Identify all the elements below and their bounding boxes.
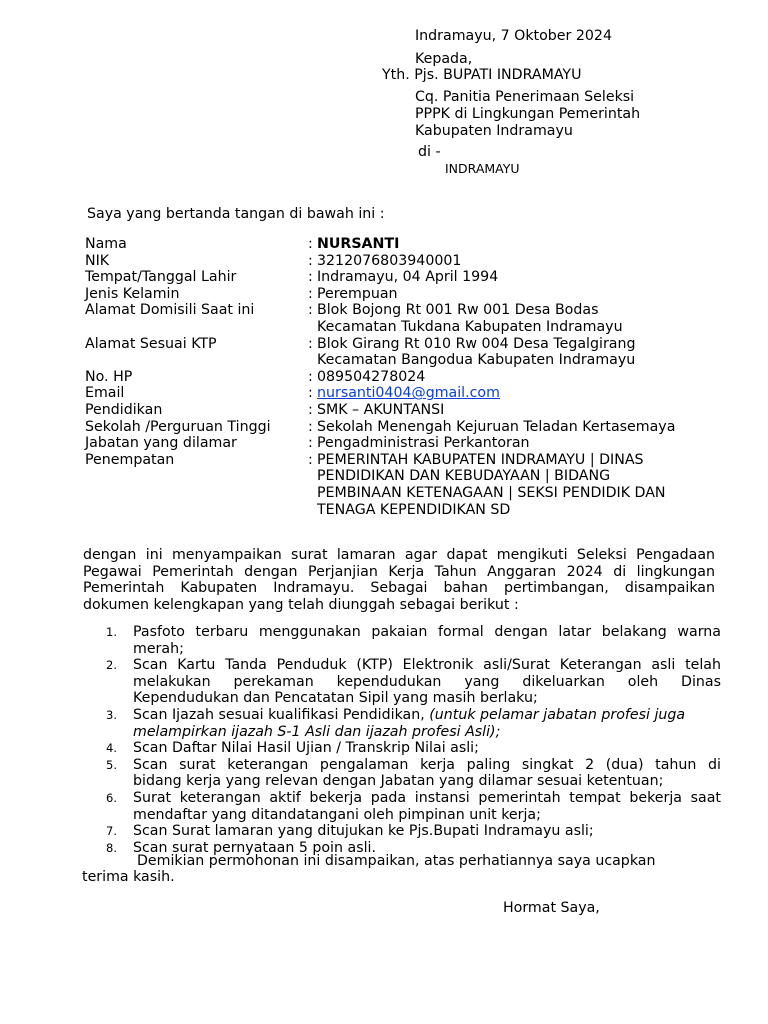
- identity-row-placement: Penempatan : PEMERINTAH KABUPATEN INDRAMAYU | DINAS PENDIDIKAN DAN KEBUDAYAAN | BIDANG PEMBINAAN KETENAGAAN | SEKSI PENDIDIK DAN TENAGA KEPENDIDIKAN SD: [85, 452, 705, 518]
- documents-list: [106, 624, 721, 856]
- identity-value-phone: 089504278024: [317, 368, 426, 385]
- list-item: 3. Scan Ijazah sesuai kualifikasi Pendidikan, (untuk pelamar jabatan profesi juga melampirkan ijazah S-1 Asli dan ijazah profesi Asli);: [106, 706, 686, 740]
- identity-label: NIK: [85, 252, 110, 269]
- list-number: 6.: [106, 790, 117, 805]
- identity-label: Pendidikan: [85, 401, 163, 418]
- list-item: 4. Scan Daftar Nilai Hasil Ujian / Transkrip Nilai asli;: [106, 740, 479, 757]
- recipient-di: di -: [418, 144, 441, 160]
- closing-line-1: Demikian permohonan ini disampaikan, atas perhatiannya saya ucapkan: [137, 853, 656, 869]
- recipient-greeting: Kepada,: [415, 51, 473, 67]
- recipient-city: INDRAMAYU: [445, 161, 520, 176]
- identity-label: Alamat Sesuai KTP: [85, 335, 217, 352]
- identity-value-domicile-line-2: Kecamatan Tukdana Kabupaten Indramayu: [317, 318, 623, 335]
- identity-label: Nama: [85, 236, 127, 252]
- signoff: Hormat Saya,: [503, 900, 600, 916]
- list-item: 8. Scan surat pernyataan 5 poin asli.: [106, 839, 376, 856]
- identity-row-position: Jabatan yang dilamar : Pengadministrasi Perkantoran: [85, 435, 705, 452]
- closing-line-2: terima kasih.: [82, 869, 175, 885]
- identity-row-email: Email : nursanti0404@gmail.com: [85, 385, 500, 402]
- body-line: dengan ini menyampaikan surat lamaran agar dapat mengikuti Seleksi Pengadaan: [83, 547, 715, 563]
- identity-label: Email: [85, 385, 125, 402]
- identity-value-placement-line-1: PEMERINTAH KABUPATEN INDRAMAYU | DINAS: [317, 451, 644, 468]
- identity-label: Alamat Domisili Saat ini: [85, 302, 255, 319]
- identity-value-birth: Indramayu, 04 April 1994: [317, 269, 499, 286]
- identity-value-placement-line-4: TENAGA KEPENDIDIKAN SD: [317, 501, 511, 518]
- identity-value-name: NURSANTI: [317, 236, 400, 252]
- recipient-cq-line-2: PPPK di Lingkungan Pemerintah: [415, 106, 641, 122]
- recipient-cq-line-3: Kabupaten Indramayu: [415, 123, 573, 139]
- identity-value-gender: Perempuan: [317, 285, 398, 302]
- identity-label: Jabatan yang dilamar: [85, 435, 237, 452]
- list-number: 8.: [106, 840, 117, 855]
- list-item: 5. Scan surat keterangan pengalaman kerja paling singkat 2 (dua) tahun di bidang kerja yang relevan dengan Jabatan yang dilamar sesuai ketentuan;: [106, 756, 721, 790]
- identity-value-domicile-line-1: Blok Bojong Rt 001 Rw 001 Desa Bodas: [317, 302, 599, 319]
- identity-value-placement-line-3: PEMBINAAN KETENAGAAN | SEKSI PENDIDIK DAN: [317, 484, 666, 501]
- list-item: 2. Scan Kartu Tanda Penduduk (KTP) Elektronik asli/Surat Keterangan asli telah melakukan perekaman kependudukan yang dikeluarkan oleh Dinas Kependudukan dan Pencatatan Sipil yang masih berlaku;: [106, 657, 721, 707]
- recipient-yth: Yth. Pjs. BUPATI INDRAMAYU: [382, 67, 582, 83]
- intro-sentence: Saya yang bertanda tangan di bawah ini :: [87, 206, 385, 222]
- list-number: 2.: [106, 658, 117, 673]
- list-item: 7. Scan Surat lamaran yang ditujukan ke Pjs.Bupati Indramayu asli;: [106, 823, 594, 840]
- identity-label: Sekolah /Perguruan Tinggi: [85, 418, 271, 435]
- list-number: 5.: [106, 757, 117, 772]
- list-item: 6. Surat keterangan aktif bekerja pada instansi pemerintah tempat bekerja saat mendaftar yang ditandatangani oleh pimpinan unit kerja;: [106, 789, 721, 823]
- list-number: 7.: [106, 824, 117, 839]
- identity-row-name: Nama : NURSANTI: [85, 236, 705, 253]
- identity-row-education: Pendidikan : SMK – AKUNTANSI: [85, 402, 705, 419]
- identity-row-ktp-address: Alamat Sesuai KTP : Blok Girang Rt 010 Rw 004 Desa Tegalgirang Kecamatan Bangodua Kabupaten Indramayu: [85, 336, 705, 369]
- identity-label: Tempat/Tanggal Lahir: [85, 269, 237, 286]
- identity-value-school: Sekolah Menengah Kejuruan Teladan Kertasemaya: [317, 418, 676, 435]
- recipient-cq-line-1: Cq. Panitia Penerimaan Seleksi: [415, 89, 635, 105]
- list-number: 1.: [106, 625, 117, 639]
- identity-row-phone: No. HP : 089504278024: [85, 369, 705, 386]
- identity-label: Jenis Kelamin: [85, 285, 180, 302]
- identity-value-ktp-line-2: Kecamatan Bangodua Kabupaten Indramayu: [317, 352, 636, 369]
- identity-value-placement-line-2: PENDIDIKAN DAN KEBUDAYAAN | BIDANG: [317, 468, 611, 485]
- identity-value-ktp-line-1: Blok Girang Rt 010 Rw 004 Desa Tegalgirang: [317, 335, 636, 352]
- identity-value-position: Pengadministrasi Perkantoran: [317, 435, 530, 452]
- identity-row-gender: Jenis Kelamin : Perempuan: [85, 286, 705, 303]
- letter-date: Indramayu, 7 Oktober 2024: [415, 28, 612, 44]
- list-item: 1. Pasfoto terbaru menggunakan pakaian formal dengan latar belakang warna merah;: [106, 624, 721, 657]
- identity-value-nik: 3212076803940001: [317, 252, 462, 269]
- body-line: dokumen kelengkapan yang telah diunggah sebagai berikut :: [83, 596, 519, 613]
- identity-row-school: Sekolah /Perguruan Tinggi : Sekolah Menengah Kejuruan Teladan Kertasemaya: [85, 419, 705, 436]
- identity-value-education: SMK – AKUNTANSI: [317, 401, 445, 418]
- email-link[interactable]: nursanti0404@gmail.com: [317, 385, 500, 402]
- list-number: 4.: [106, 741, 117, 756]
- identity-row-nik: NIK : 3212076803940001: [85, 253, 705, 270]
- identity-table: [85, 236, 705, 518]
- identity-row-birth: Tempat/Tanggal Lahir : Indramayu, 04 April 1994: [85, 269, 705, 286]
- identity-label: Penempatan: [85, 451, 175, 468]
- body-line: Pegawai Pemerintah dengan Perjanjian Kerja Tahun Anggaran 2024 di lingkungan: [83, 563, 715, 580]
- body-paragraph: [83, 547, 715, 613]
- list-number: 3.: [106, 707, 117, 722]
- identity-row-domicile: Alamat Domisili Saat ini : Blok Bojong Rt 001 Rw 001 Desa Bodas Kecamatan Tukdana Kabupaten Indramayu: [85, 302, 705, 335]
- identity-label: No. HP: [85, 368, 133, 385]
- body-line: Pemerintah Kabupaten Indramayu. Sebagai bahan pertimbangan, disampaikan: [83, 580, 715, 597]
